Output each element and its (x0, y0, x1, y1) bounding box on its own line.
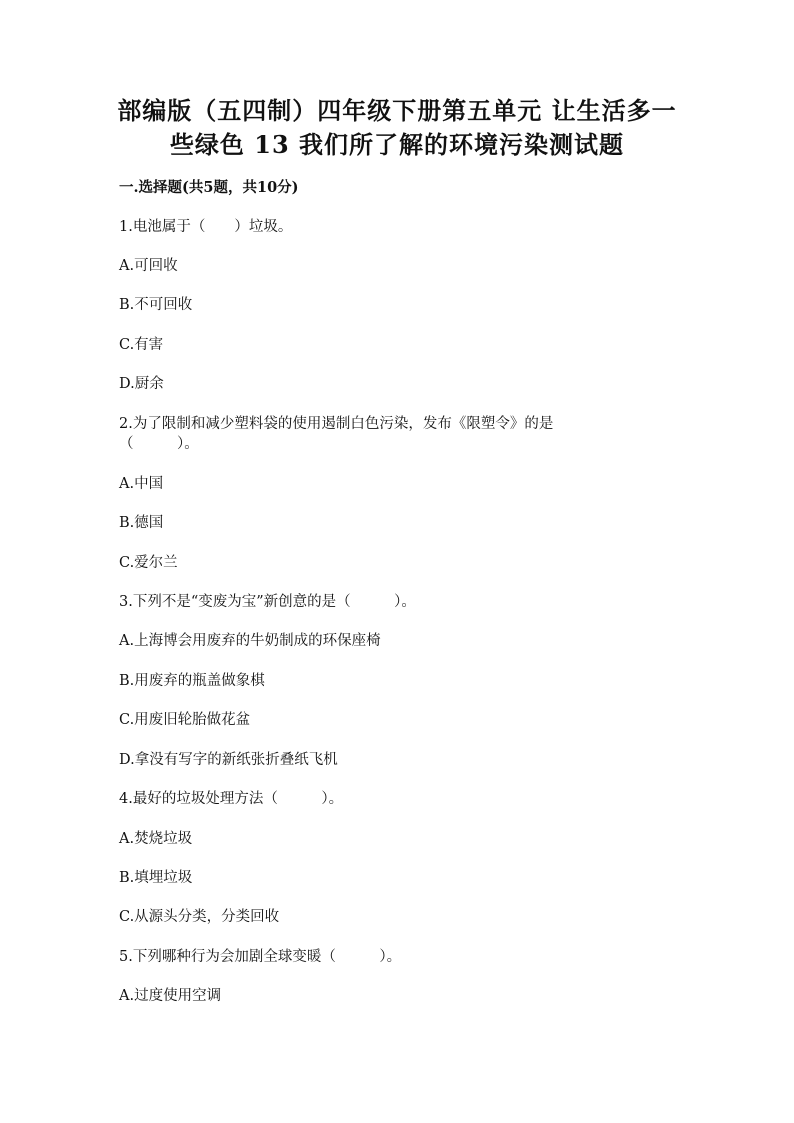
question-3-option-b: B.用废弃的瓶盖做象棋 (119, 673, 265, 689)
question-3-option-a: A.上海博会用废弃的牛奶制成的环保座椅 (119, 633, 381, 649)
question-4-option-c: C.从源头分类，分类回收 (119, 909, 280, 925)
question-1-stem: 1.电池属于（ ）垃圾。 (119, 219, 293, 235)
question-5-stem: 5.下列哪种行为会加剧全球变暖（ ）。 (119, 949, 402, 965)
question-2-stem-line-2: （ ）。 (119, 436, 199, 452)
page-title-line-2: 些绿色 13 我们所了解的环境污染测试题 (169, 130, 625, 159)
question-4-option-b: B.填埋垃圾 (119, 870, 193, 886)
section-heading: 一.选择题(共5题，共10分) (119, 179, 299, 196)
question-3-option-c: C.用废旧轮胎做花盆 (119, 712, 251, 728)
question-2-option-b: B.德国 (119, 515, 164, 531)
page-title-line-1: 部编版（五四制）四年级下册第五单元 让生活多一 (117, 96, 677, 125)
question-4-stem: 4.最好的垃圾处理方法（ ）。 (119, 791, 344, 807)
question-1-option-b: B.不可回收 (119, 297, 193, 313)
question-1-option-c: C.有害 (119, 337, 164, 353)
question-2-stem-line-1: 2.为了限制和减少塑料袋的使用遏制白色污染，发布《限塑令》的是 (119, 416, 554, 432)
question-3-stem: 3.下列不是“变废为宝”新创意的是（ ）。 (119, 594, 416, 610)
question-2-option-a: A.中国 (119, 476, 164, 492)
question-3-option-d: D.拿没有写字的新纸张折叠纸飞机 (119, 752, 338, 768)
question-1-option-d: D.厨余 (119, 376, 164, 392)
question-2-option-c: C.爱尔兰 (119, 555, 178, 571)
question-1-option-a: A.可回收 (119, 258, 178, 274)
question-5-option-a: A.过度使用空调 (119, 988, 222, 1004)
question-4-option-a: A.焚烧垃圾 (119, 831, 193, 847)
